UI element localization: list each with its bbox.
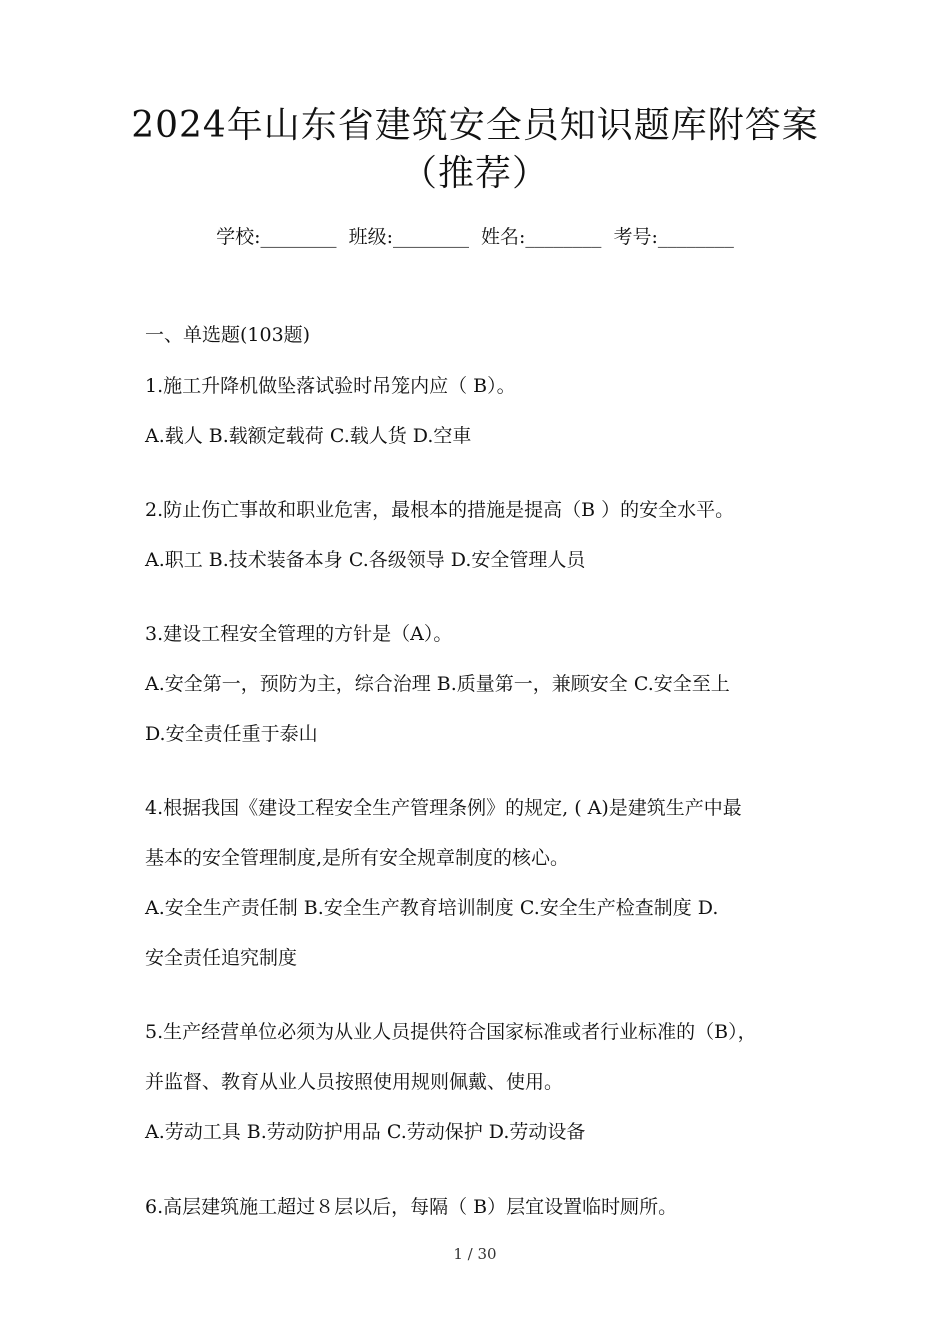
- question-3-options: A.安全第一，预防为主，综合治理 B.质量第一，兼顾安全 C.安全至上: [145, 673, 730, 695]
- exam-number-field: 考号:________: [613, 226, 734, 248]
- question-1-stem: 1.施工升降机做坠落试验时吊笼内应（ B）。: [145, 375, 516, 397]
- document-title: 2024年山东省建筑安全员知识题库附答案: [131, 105, 819, 146]
- page-indicator: 1 / 30: [453, 1245, 497, 1263]
- question-4-stem-cont: 基本的安全管理制度,是所有安全规章制度的核心。: [145, 847, 570, 869]
- question-3-options-cont: D.安全责任重于泰山: [145, 723, 318, 745]
- question-5-options: A.劳动工具 B.劳动防护用品 C.劳动保护 D.劳动设备: [145, 1121, 586, 1143]
- question-2-options: A.职工 B.技术装备本身 C.各级领导 D.安全管理人员: [145, 549, 586, 571]
- question-4-options-cont: 安全责任追究制度: [145, 947, 298, 969]
- document-title-subtitle: （推荐）: [400, 153, 549, 194]
- student-info-row: [0, 224, 950, 250]
- question-2-stem: 2.防止伤亡事故和职业危害，最根本的措施是提高（B ）的安全水平。: [145, 499, 735, 521]
- question-4-options: A.安全生产责任制 B.安全生产教育培训制度 C.安全生产检查制度 D.: [145, 897, 719, 919]
- class-field: 班级:________: [348, 226, 469, 248]
- question-5-stem: 5.生产经营单位必须为从业人员提供符合国家标准或者行业标准的（B），: [145, 1021, 757, 1043]
- section-heading: 一、单选题(103题): [145, 324, 311, 346]
- name-field: 姓名:________: [481, 226, 602, 248]
- question-3-stem: 3.建设工程安全管理的方针是（A）。: [145, 623, 453, 645]
- question-1-options: A.载人 B.载额定载荷 C.载人货 D.空車: [145, 425, 472, 447]
- question-5-stem-cont: 并监督、教育从业人员按照使用规则佩戴、使用。: [145, 1071, 564, 1093]
- school-field: 学校:________: [216, 226, 337, 248]
- question-4-stem: 4.根据我国《建设工程安全生产管理条例》的规定, ( A)是建筑生产中最: [145, 797, 742, 819]
- question-6-stem: 6.高层建筑施工超过８层以后，每隔（ B）层宜设置临时厕所。: [145, 1196, 678, 1218]
